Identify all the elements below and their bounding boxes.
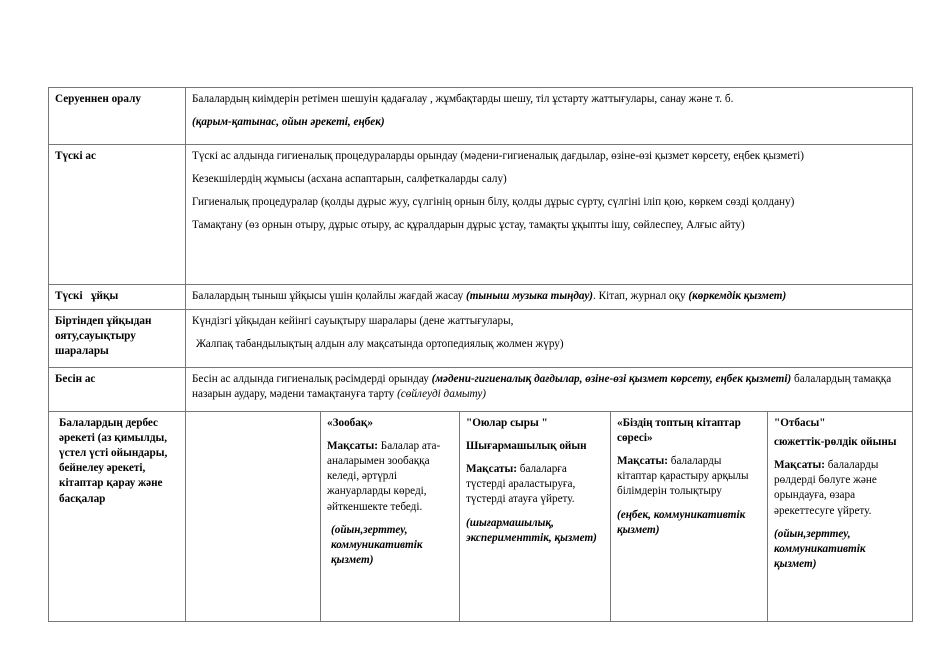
game-goal <box>466 462 604 507</box>
game-title: "Отбасы" <box>774 417 826 429</box>
goal-text: балаларды рөлдерді бөлуге және орындауға, өзара әрекеттесуге үйрету. <box>774 459 879 517</box>
activity-type: (сөйлеуді дамыту) <box>397 388 487 401</box>
game-goal <box>774 458 906 518</box>
game-goal <box>327 439 453 515</box>
schedule-table <box>48 87 913 622</box>
goal-label: Мақсаты: <box>466 463 517 476</box>
activity-type: (ойын,зерттеу, коммуникативтік қызмет) <box>331 523 423 566</box>
game-title: "Оюлар сыры " <box>466 417 548 429</box>
content-text: . Кітап, журнал оқу <box>593 290 689 302</box>
content-text: Балалардың киімдерін ретімен шешуін қадағалау , жұмбақтарды шешу, тіл ұстарту жаттығулары, санау және т. б. <box>192 93 734 105</box>
activity-type: (қарым-қатынас, ойын әрекеті, еңбек) <box>192 116 385 129</box>
goal-text: Балалар ата-аналарымен зообаққа келеді, әртүрлі жануарларды көреді, әйткеншекте тебеді. <box>327 440 441 513</box>
row-content-lunch <box>186 145 913 285</box>
goal-text: балаларға түстерді араластыруға, түстерді атауға үйрету. <box>466 463 576 506</box>
activity-type: (ойын,зерттеу, коммуникативтік қызмет) <box>774 527 866 570</box>
goal-label: Мақсаты: <box>327 440 378 453</box>
game-cell-patterns <box>460 412 611 622</box>
game-cell-family <box>768 412 913 622</box>
content-text: балалардың тамаққа назарын аудару, мәдени тамақтануға тарту <box>192 373 892 401</box>
content-text: Түскі ас алдында гигиеналық процедураларды орындау (мәдени-гигиеналық дағдылар, өзіне-өзі қызмет көрсету, еңбек қызметі) <box>192 150 805 162</box>
row-content-wake-up <box>186 310 913 368</box>
empty-cell <box>186 412 321 622</box>
row-title-wake-up: Біртіндеп ұйқыдан ояту,сауықтыру шаралары <box>49 310 186 368</box>
table-row <box>49 368 913 412</box>
activity-type: (еңбек, коммуникативтік қызмет) <box>617 508 746 536</box>
activity-type: (мәдени-гигиеналық дағдылар, өзіне-өзі қызмет көрсету, еңбек қызметі) <box>431 373 792 385</box>
row-title-independent-activity: Балалардың дербес әрекеті (аз қимылды, үстел үсті ойындары, бейнелеу әрекеті, кітаптар қарау және басқалар <box>49 412 186 622</box>
content-text: Күндізгі ұйқыдан кейінгі сауықтыру шаралары (дене жаттығулары, <box>192 315 514 327</box>
row-title-afternoon-snack: Бесін ас <box>49 368 186 412</box>
schedule-document <box>48 87 912 622</box>
game-goal <box>617 454 761 499</box>
table-row <box>49 285 913 310</box>
table-row <box>49 88 913 145</box>
game-subtitle: сюжеттік-рөлдік ойыны <box>774 436 897 449</box>
row-title-lunch: Түскі ас <box>49 145 186 285</box>
activity-type: (тыныш музыка тыңдау) <box>465 290 594 302</box>
content-text: Жалпақ табандылықтың алдын алу мақсатында ортопедиялық жолмен жүру) <box>196 338 564 351</box>
row-content-afternoon-snack <box>186 368 913 412</box>
game-subtitle: Шығармашылық ойын <box>466 440 587 453</box>
game-title: «Біздің топтың кітаптар сөресі» <box>617 417 741 445</box>
content-text: Тамақтану (өз орнын отыру, дұрыс отыру, ас құралдарын дұрыс ұстау, тамақты ұқыпты ішу, сөйлеспеу, Алғыс айту) <box>192 219 745 232</box>
content-text: Кезекшілердің жұмысы (асхана аспаптарын, салфеткаларды салу) <box>192 173 507 186</box>
table-row <box>49 145 913 285</box>
content-text: Гигиеналық процедуралар (қолды дұрыс жуу, сүлгінің орнын білу, қолды дұрыс сүрту, сүлгіні іліп қою, көркем сөзді қолдану) <box>192 196 795 209</box>
content-text: Бесін ас алдында гигиеналық рәсімдерді орындау <box>192 373 432 385</box>
table-row <box>49 310 913 368</box>
activity-type: (шығармашылық, эксперименттік, қызмет) <box>466 516 597 544</box>
goal-label: Мақсаты: <box>774 459 825 472</box>
row-title-return-from-walk: Серуеннен оралу <box>49 88 186 145</box>
content-text: Балалардың тыныш ұйқысы үшін қолайлы жағдай жасау <box>192 290 466 302</box>
game-title: «Зообақ» <box>327 417 373 429</box>
goal-label: Мақсаты: <box>617 455 668 468</box>
game-cell-bookshelf <box>611 412 768 622</box>
row-title-nap: Түскі ұйқы <box>49 285 186 310</box>
game-cell-zoo <box>321 412 460 622</box>
table-row <box>49 412 913 622</box>
row-content-return-from-walk <box>186 88 913 145</box>
goal-text: балаларды кітаптар қарастыру арқылы білімдерін толықтыру <box>617 455 749 498</box>
row-content-nap <box>186 285 913 310</box>
activity-type: (көркемдік қызмет) <box>688 290 787 302</box>
